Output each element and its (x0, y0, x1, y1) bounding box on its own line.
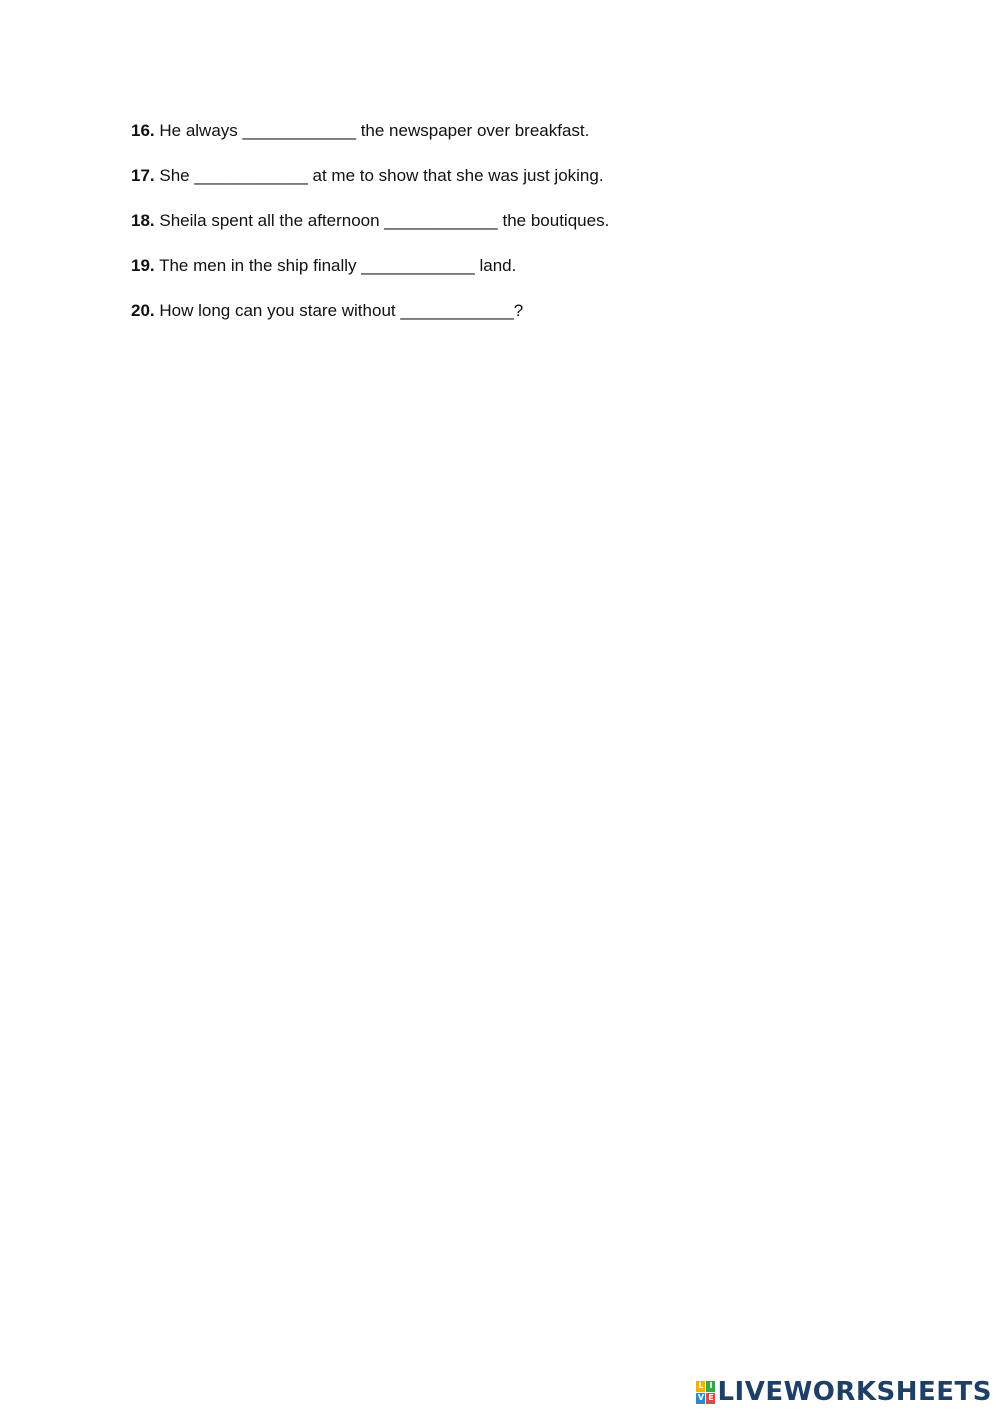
question-18 (131, 208, 609, 253)
liveworksheets-watermark (696, 1377, 992, 1407)
question-text: Sheila spent all the afternoon ____________ the boutiques. (159, 211, 610, 230)
question-text: She ____________ at me to show that she was just joking. (159, 166, 604, 185)
question-number: 16. (131, 121, 155, 140)
question-text: How long can you stare without ____________? (159, 301, 524, 320)
question-17 (131, 163, 609, 208)
liveworksheets-logo-icon: L I V E (697, 1381, 714, 1402)
question-20 (131, 298, 609, 343)
watermark-text: LIVEWORKSHEETS (717, 1377, 992, 1407)
question-number: 17. (131, 166, 155, 185)
question-19 (131, 253, 609, 298)
question-number: 20. (131, 301, 155, 320)
question-number: 19. (131, 256, 155, 275)
question-text: The men in the ship finally ____________ land. (159, 256, 517, 275)
question-list (131, 118, 609, 343)
question-text: He always ____________ the newspaper over breakfast. (159, 121, 590, 140)
question-number: 18. (131, 211, 155, 230)
question-16 (131, 118, 609, 163)
